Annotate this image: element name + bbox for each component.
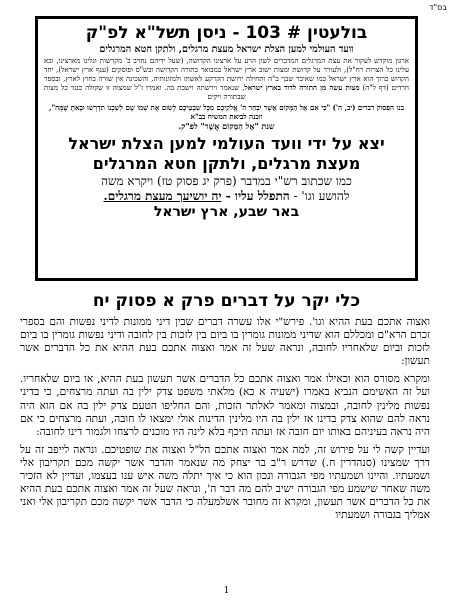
description-bold: מצות עשה מן התורה לדור בארץ ישראל: [244, 82, 360, 92]
place-line: באר שבע, ארץ ישראל: [153, 203, 300, 220]
paragraph: ואצוה אתכם בעת ההיא וגו'. פירש"י אלו עשרה דברים שבין דיני ממונות לדיני נפשות והם בספרי זכרם הרא"ם ומכללם הוא שדיני ממונות גומרין בו ביום בין לזכות בין לחובה ודיני נפשות גומרין בו ביום לזכות וביום שלאחריו לחובה, ונראה שעל זה אמר ואצוה אתכם בעת ההיא את כל הדברים אשר תעשון:: [20, 316, 430, 368]
prayer-prefix: להושע וגו' -: [289, 188, 350, 203]
organization-description: [44, 57, 409, 102]
issued-by-line-1: יצא על ידי וועד העולמי למען הצלת ישראל: [68, 133, 385, 153]
bulletin-header-box: [35, 16, 418, 281]
bulletin-title: בולעטין # 103 - ניסן תשל"א לפ"ק: [85, 23, 368, 43]
page-number: 1: [223, 586, 230, 596]
description-text: ארגון מוקדש לעקור את עצת המרגלים המדברים לשון הרע על ארצינו הקדושה, (שעל ידיהם נחרב ב' מקדשות וגלינו מארצינו, ובא עלינו כל הצרות רח"ל), ולעורר על קדושת ומצות ישוב ארץ ישראל כמבואר בתורה הקדושה ובש"ס ופוסקים (ענף ארץ ישראל), יחד הקדוש ברוך הוא ארץ ישראל כמו שאיבר שבך ב"ה ותחילה ירושת הקרקע לאשתו ולמזונותיה, והשכינה אין שורה בחוץ לארץ, ובספר חרדים (דף ל"ה): [44, 56, 409, 92]
section-heading: כלי יקר על דברים פרק א פסוק יח: [92, 291, 361, 311]
commentary-body: [20, 316, 430, 527]
issued-by-line-2: מעצת מרגלים, ולתקן חטא המרגלים: [92, 153, 361, 173]
paragraph: ועדיין קשה לי על פירוש זה, למה אמר ואצוה אתכם הל"ל ואצוה את שופטיכם. ונראה לייפב זה על דרך שמצינו (סנהדרין ח.) שדרש ר"ב בר יצחק מה שנאמר והדבר אשר יקשה מכם תקריבון אלי ושמעתיו. והיינו ושמעתיו מפי הגבורה ונכון הוא כי איך יתלה משה איש ענו בעצמו, ועדיין לא הזכיר משה שאחר שישמע מפי הגבורה ישיב להם מה דבר ה', ונראה שעל זה אמר ואצוה אתכם בעת ההיא את כל הדברים אשר תעשון, ומקרא זה מחובר אשלמעלה כי הדבר אשר יקשה מכם תקריבון אלי ואני אמליך בגבורה ושמעתיו: [20, 443, 430, 522]
prayer-bold: התפלל עליו -: [221, 188, 290, 203]
top-mark: בס"ד: [429, 3, 447, 12]
prayer-underline: יה יושיעך מעצת מרגלים.: [103, 188, 222, 203]
organization-name: וועד העולמי למען הצלת ישראל מעצת מרגלים, ולתקן חטא המרגלים: [99, 44, 354, 55]
paragraph: ומקרא מסורס הוא וכאילו אמר ואצוה אתכם כל הדברים אשר תעשון בעת ההיא, או ביום שלאחריו. ועל זה האשימם הנביא באמרו (ישעיה א כא) מלאתי משפט צדק ילין בה ועתה מרצחים, כי בדיני נפשות מלינין לחובה, ובמצוה ומאמר לאלתר הזכות, והם החליפו הטעם צדק ילין בה אם הוא היה נראה להם שהוא צדק בדינו אז ילין בה היו מלינין הדינות אולי ימצאו לו חובה, ועתה מרצחים כי אם היה נראה בעיניהם באותו יום חובה אז ועתה תיכף בלא לינה היו מוכנים לרצחו ולגמור דינו לחובה:: [20, 373, 430, 438]
description-tail: , שנאמר וירשתה וישבת בה. ואמרו ז"ל שמצוה זו שקולה כנגד כל מצות שבתורה ויקים: [44, 82, 246, 101]
citation-line: כמו שכתוב רש"י במדבר (פרק יג פסוק טז) ויקרא משה: [101, 173, 352, 188]
year-line: שנת "אֶל הַמָּקוֹם אֲשֶׁר" לפ"ק.: [178, 120, 275, 131]
verse-quote: בנו הפסוק דברים (יב, ה') "כִּי אִם אֶל הַמָּקוֹם אֲשֶׁר יִבְחַר ה' אֱלֹקֵיכֶם מִכָּל שִׁבְטֵיכֶם לָשׂוּם אֶת שְׁמוֹ שָׁם לְשִׁכְנוֹ תִדְרְשׁוּ וּבָאתָ שָּׁמָּה", וזכנה לביאת המשיח בב"א: [49, 102, 404, 121]
prayer-line: [44, 189, 409, 204]
